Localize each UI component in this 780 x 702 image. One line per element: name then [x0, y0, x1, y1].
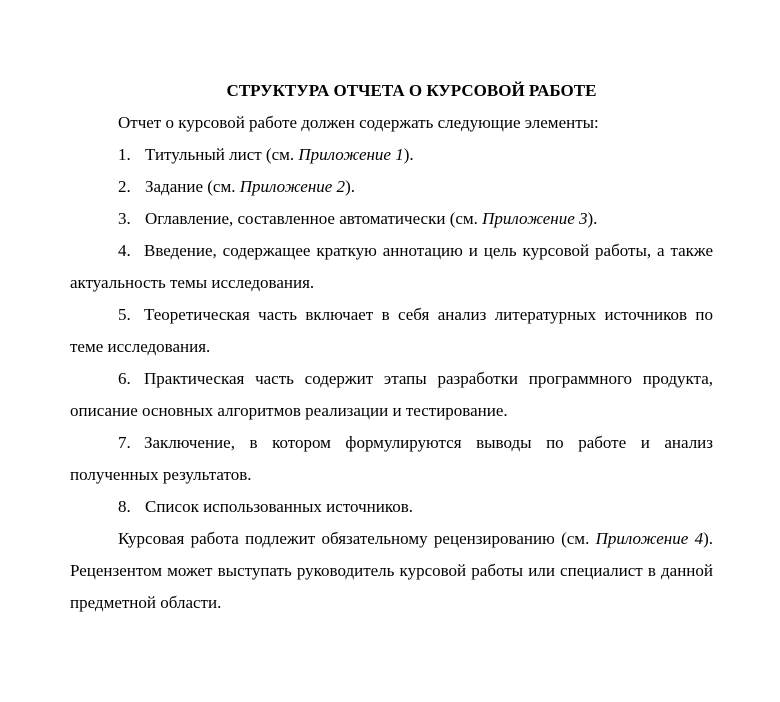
list-text: Практическая часть содержит этапы разработки программного продукта, описание основных алгоритмов реализации и тестирование. [70, 369, 713, 420]
list-text: Заключение, в котором формулируются выводы по работе и анализ полученных результатов. [70, 433, 713, 484]
list-text: Титульный лист (см. [145, 145, 299, 164]
closing-text: Курсовая работа подлежит обязательному рецензированию (см. [118, 529, 596, 548]
list-item-3 [70, 203, 713, 235]
list-item-1 [70, 139, 713, 171]
list-item-8 [70, 491, 713, 523]
list-text: Список использованных источников. [145, 497, 413, 516]
intro-paragraph: Отчет о курсовой работе должен содержать следующие элементы: [118, 113, 599, 132]
list-text-tail: ). [403, 145, 414, 164]
list-number: 4. [118, 241, 131, 260]
list-number: 8. [118, 497, 131, 516]
list-number: 7. [118, 433, 131, 452]
list-number: 6. [118, 369, 131, 388]
list-text: Оглавление, составленное автоматически (см. [145, 209, 483, 228]
document-page [70, 75, 713, 619]
list-text-tail: ). [345, 177, 355, 196]
appendix-reference: Приложение 4 [595, 529, 704, 548]
document-title: СТРУКТУРА ОТЧЕТА О КУРСОВОЙ РАБОТЕ [226, 81, 597, 100]
list-text: Введение, содержащее краткую аннотацию и цель курсовой работы, а также актуальность темы исследования. [70, 241, 713, 292]
appendix-reference: Приложение 2 [239, 177, 346, 196]
closing-paragraph [70, 523, 713, 619]
list-number: 2. [118, 177, 131, 196]
list-number: 5. [118, 305, 131, 324]
list-item-6 [70, 363, 713, 427]
list-number: 1. [118, 145, 131, 164]
list-item-2 [70, 171, 713, 203]
list-item-5 [70, 299, 713, 363]
list-text-tail: ). [587, 209, 598, 228]
list-number: 3. [118, 209, 131, 228]
appendix-reference: Приложение 3 [482, 209, 588, 228]
list-item-4 [70, 235, 713, 299]
list-text: Задание (см. [145, 177, 240, 196]
list-text: Теоретическая часть включает в себя анализ литературных источников по теме исследования. [70, 305, 713, 356]
list-item-7 [70, 427, 713, 491]
closing-text-tail: ). Рецензентом может выступать руководитель курсовой работы или специалист в данной предметной области. [70, 529, 713, 612]
appendix-reference: Приложение 1 [298, 145, 404, 164]
